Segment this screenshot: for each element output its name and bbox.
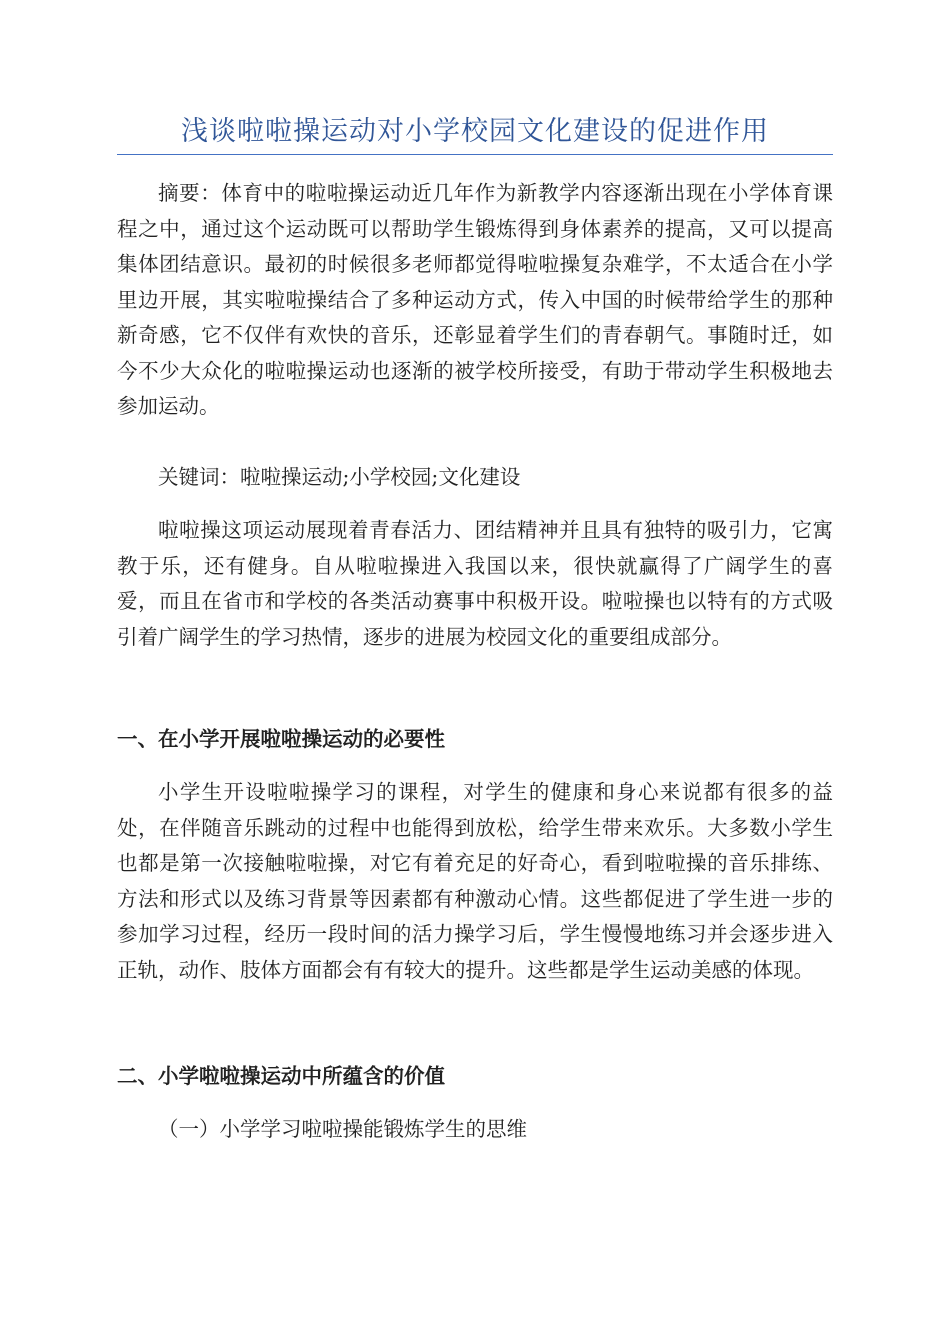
document-title: 浅谈啦啦操运动对小学校园文化建设的促进作用 — [181, 116, 769, 147]
section-1-heading: 一、在小学开展啦啦操运动的必要性 — [117, 727, 445, 751]
intro-paragraph: 啦啦操这项运动展现着青春活力、团结精神并且具有独特的吸引力，它寓教于乐，还有健身。自从啦啦操进入我国以来，很快就赢得了广阔学生的喜爱，而且在省市和学校的各类活动赛事中积极开设。啦啦操也以特有的方式吸引着广阔学生的学习热情，逐步的进展为校园文化的重要组成部分。 — [117, 518, 833, 649]
section-1-body: 小学生开设啦啦操学习的课程，对学生的健康和身心来说都有很多的益处，在伴随音乐跳动的过程中也能得到放松，给学生带来欢乐。大多数小学生也都是第一次接触啦啦操，对它有着充足的好奇心，看到啦啦操的音乐排练、方法和形式以及练习背景等因素都有种激动心情。这些都促进了学生进一步的参加学习过程，经历一段时间的活力操学习后，学生慢慢地练习并会逐步进入正轨，动作、肢体方面都会有有较大的提升。这些都是学生运动美感的体现。 — [117, 780, 833, 982]
keywords-paragraph: 关键词：啦啦操运动;小学校园;文化建设 — [158, 465, 521, 489]
title-underline — [117, 154, 833, 155]
section-2-heading: 二、小学啦啦操运动中所蕴含的价值 — [117, 1064, 445, 1088]
abstract-paragraph: 摘要：体育中的啦啦操运动近几年作为新教学内容逐渐出现在小学体育课程之中，通过这个运动既可以帮助学生锻炼得到身体素养的提高，又可以提高集体团结意识。最初的时候很多老师都觉得啦啦操复杂难学，不太适合在小学里边开展，其实啦啦操结合了多种运动方式，传入中国的时候带给学生的那种新奇感，它不仅伴有欢快的音乐，还彰显着学生们的青春朝气。事随时迁，如今不少大众化的啦啦操运动也逐渐的被学校所接受，有助于带动学生积极地去参加运动。 — [117, 181, 833, 418]
section-2-subheading-1: （一）小学学习啦啦操能锻炼学生的思维 — [158, 1117, 527, 1141]
